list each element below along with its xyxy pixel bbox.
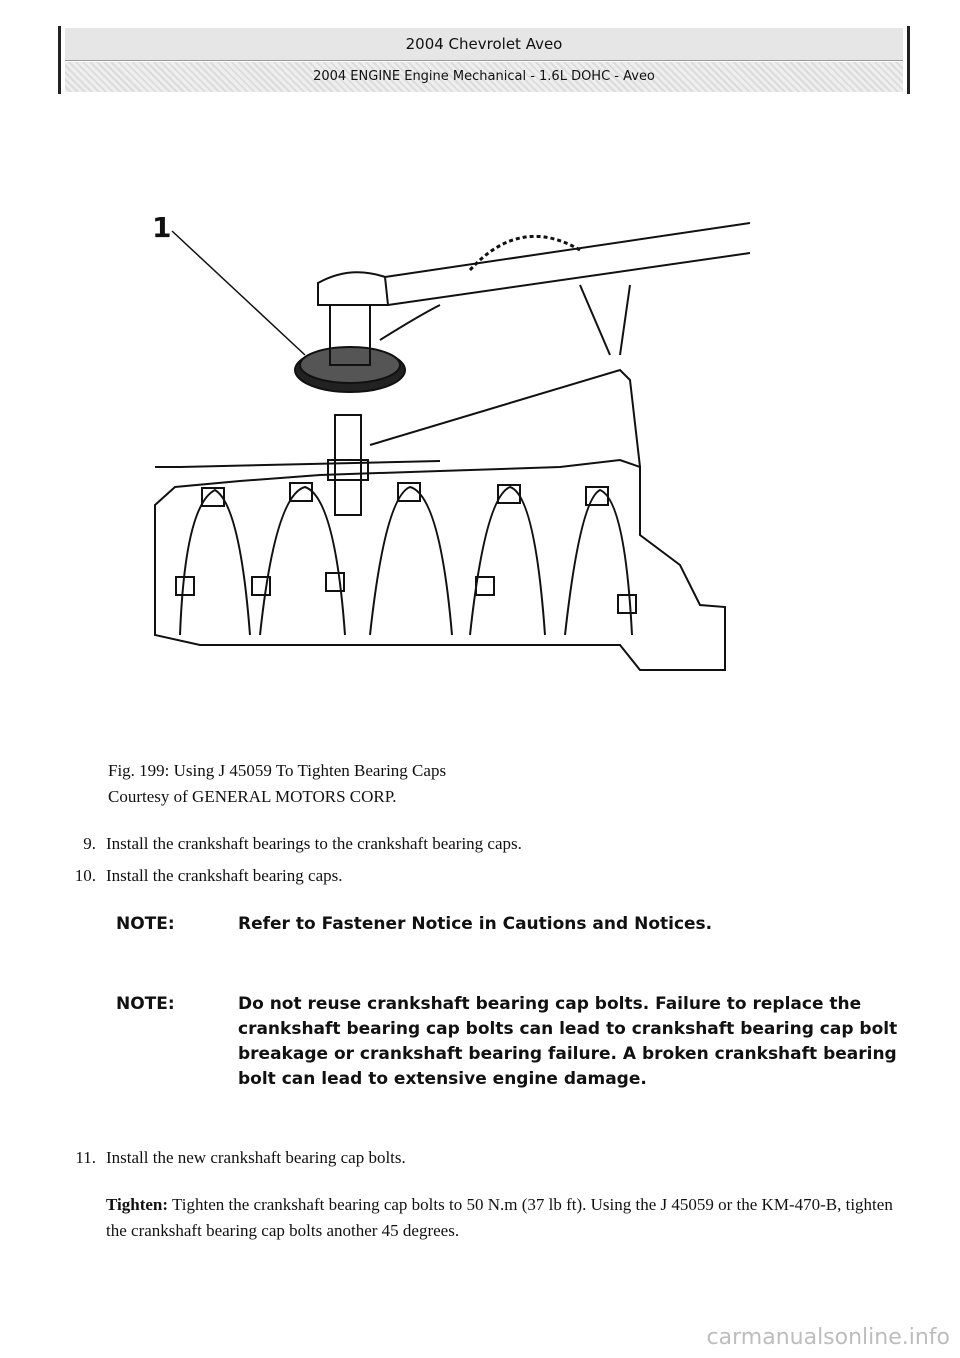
step-text: Install the crankshaft bearing caps.	[106, 866, 343, 885]
step-text: Install the new crankshaft bearing cap bolts.	[106, 1148, 406, 1167]
header-title: 2004 Chevrolet Aveo	[65, 28, 903, 61]
tighten-label: Tighten:	[106, 1195, 169, 1214]
header-subtitle: 2004 ENGINE Engine Mechanical - 1.6L DOHC - Aveo	[65, 62, 903, 92]
caption-title: Fig. 199: Using J 45059 To Tighten Bearing Caps	[108, 761, 447, 780]
step-text: Install the crankshaft bearings to the crankshaft bearing caps.	[106, 834, 522, 853]
figure-caption	[108, 758, 808, 810]
step-11	[56, 1146, 916, 1170]
watermark: carmanualsonline.info	[706, 1325, 950, 1350]
figure-callout-1: 1	[152, 211, 172, 244]
step-10	[56, 864, 916, 888]
step-number: 10.	[74, 866, 96, 885]
note-label: NOTE:	[116, 994, 175, 1014]
note-text: Refer to Fastener Notice in Cautions and Notices.	[238, 914, 713, 934]
caption-credit: Courtesy of GENERAL MOTORS CORP.	[108, 787, 397, 806]
crankshaft-bearing-cap-illustration	[140, 205, 750, 675]
document-header	[58, 26, 910, 94]
note-text: Do not reuse crankshaft bearing cap bolts. Failure to replace the crankshaft bearing cap bolts can lead to crankshaft bearing cap bolt breakage or crankshaft bearing failure. A broken crankshaft bearing bolt can lead to extensive engine damage.	[238, 994, 898, 1089]
step-number: 9.	[83, 834, 96, 853]
tighten-text: Tighten the crankshaft bearing cap bolts to 50 N.m (37 lb ft). Using the J 45059 or the KM-470-B, tighten the crankshaft bearing cap bolts another 45 degrees.	[106, 1195, 893, 1240]
step-9	[56, 832, 916, 856]
note-label: NOTE:	[116, 914, 175, 934]
tighten-spec	[106, 1192, 896, 1244]
step-number: 11.	[75, 1148, 96, 1167]
